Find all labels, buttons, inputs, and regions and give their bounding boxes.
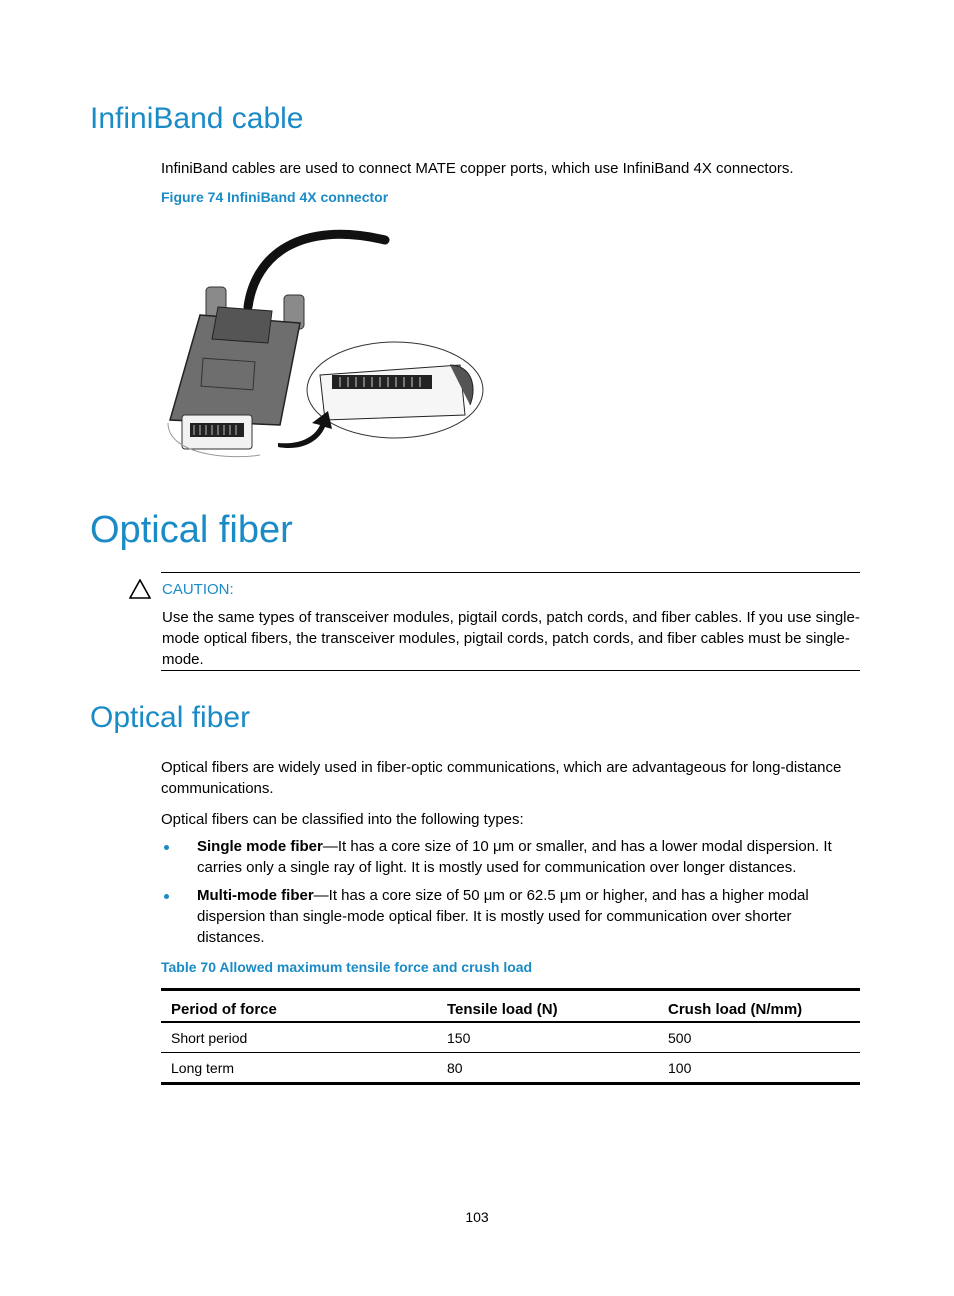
table-header-row <box>161 990 860 1023</box>
table-cell: Long term <box>171 1059 235 1076</box>
bullet-icon <box>164 894 169 899</box>
table-row <box>161 1022 860 1053</box>
bullet-text: —It has a core size of 10 μm or smaller, and has a lower modal dispersion. It carries only a single ray of light. It is mostly used for communication over longer distances. <box>197 838 832 876</box>
caution-label: CAUTION: <box>162 581 234 598</box>
chapter-title: Optical fiber <box>90 509 293 551</box>
table-cell: 100 <box>668 1059 692 1076</box>
table-row <box>161 1053 860 1084</box>
table-header: Crush load (N/mm) <box>668 1000 803 1018</box>
figure-caption: Figure 74 InfiniBand 4X connector <box>161 189 389 205</box>
bullet-term: Single mode fiber <box>197 838 323 855</box>
arrow-icon <box>278 411 332 448</box>
bullet-term: Multi-mode fiber <box>197 887 314 904</box>
optical-paragraph-1: Optical fibers are widely used in fiber-optic communications, which are advantageous for long-distance communications. <box>161 759 842 797</box>
section-title-optical-fiber: Optical fiber <box>90 701 251 734</box>
infiniband-connector-figure <box>160 215 485 465</box>
section-title-infiniband: InfiniBand cable <box>90 102 304 135</box>
table-cell: Short period <box>171 1029 248 1046</box>
table-cell: 500 <box>668 1029 692 1046</box>
table-caption: Table 70 Allowed maximum tensile force and crush load <box>161 959 533 975</box>
list-item <box>161 836 861 878</box>
list-item <box>161 885 861 948</box>
caution-triangle-icon <box>129 579 151 599</box>
tensile-load-table <box>161 988 860 1085</box>
optical-paragraph-2: Optical fibers can be classified into the following types: <box>161 811 524 828</box>
page-number: 103 <box>465 1209 489 1225</box>
bullet-text: —It has a core size of 50 μm or 62.5 μm or higher, and has a higher modal dispersion than single-mode optical fiber. It is mostly used for communication over shorter distances. <box>197 887 809 946</box>
bullet-icon <box>164 845 169 850</box>
table-header: Tensile load (N) <box>447 1000 558 1018</box>
cable-icon <box>248 234 385 307</box>
table-cell: 80 <box>447 1059 463 1076</box>
infiniband-paragraph: InfiniBand cables are used to connect MATE copper ports, which use InfiniBand 4X connectors. <box>161 160 794 177</box>
caution-box <box>161 572 860 671</box>
table-header: Period of force <box>171 1000 277 1018</box>
caution-text: Use the same types of transceiver modules, pigtail cords, patch cords, and fiber cables. If you use single-mode optical fibers, the transceiver modules, pigtail cords, patch cords, and fiber cables must be single-mode. <box>162 609 860 668</box>
fiber-type-list <box>161 836 861 955</box>
table-cell: 150 <box>447 1029 471 1046</box>
